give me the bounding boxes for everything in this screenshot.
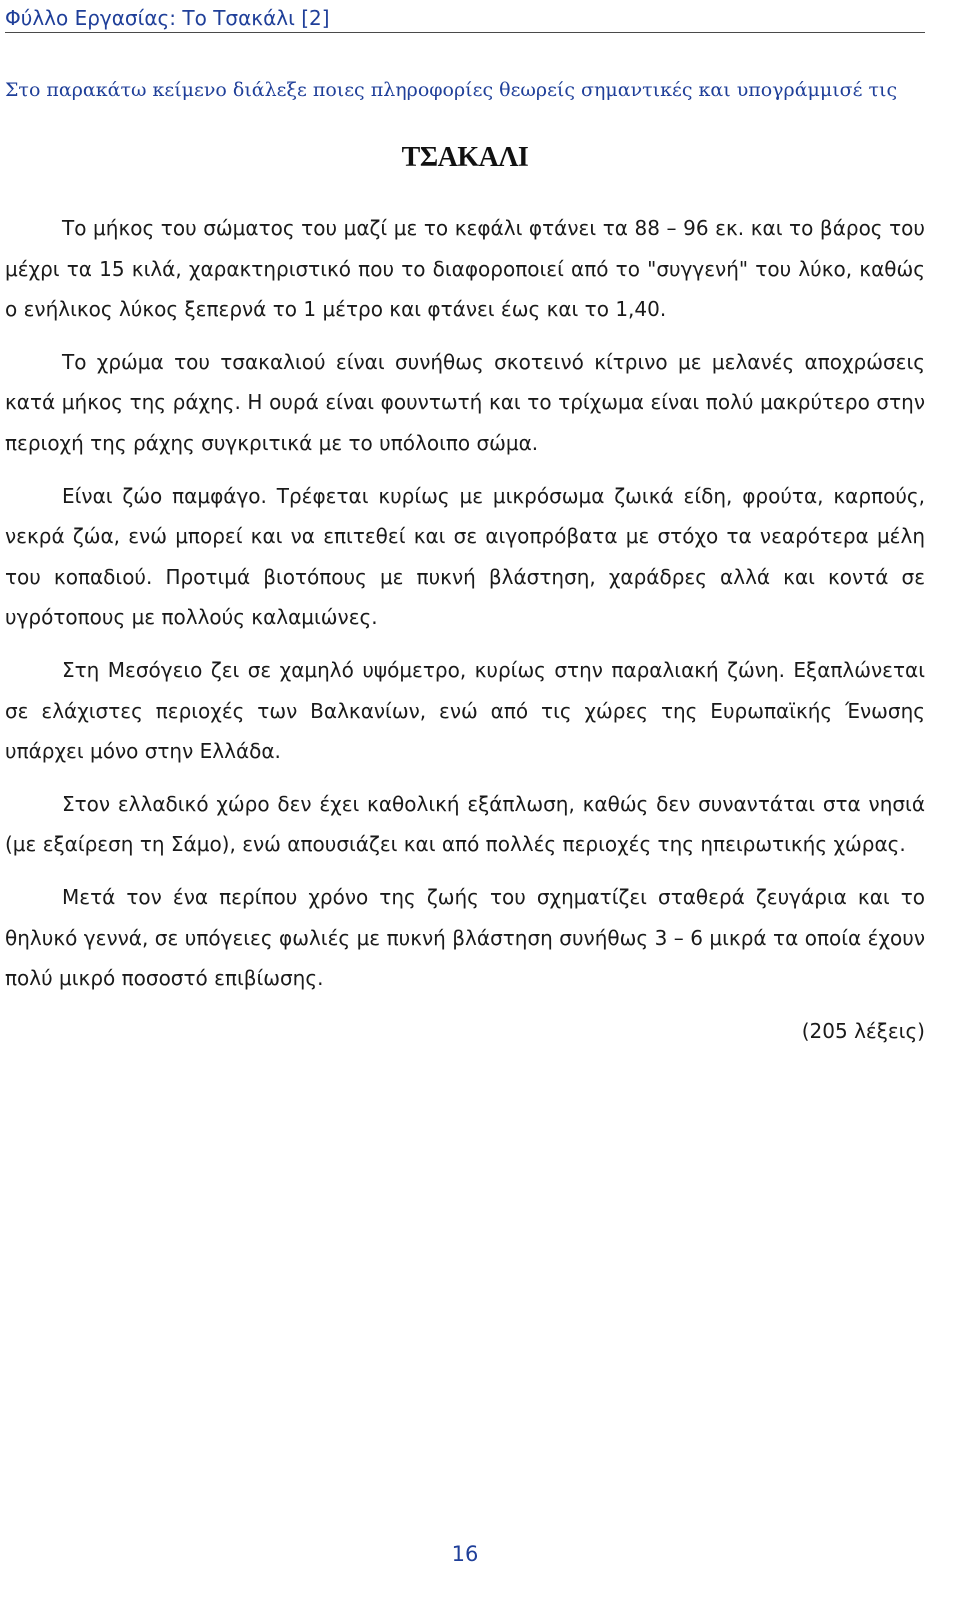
paragraph-size-weight: Το μήκος του σώματος του μαζί με το κεφάλι φτάνει τα 88 – 96 εκ. και το βάρος του μέχρι τα 15 κιλά, χαρακτηριστικό που το διαφοροποιεί από το "συγγενή" του λύκο, καθώς ο ενήλικος λύκος ξεπερνά το 1 μέτρο και φτάνει έως και το 1,40.: [5, 216, 925, 322]
instruction-text: Στο παρακάτω κείμενο διάλεξε ποιες πληροφορίες θεωρείς σημαντικές και υπογράμμισέ τις: [5, 79, 898, 101]
article-body: [5, 208, 925, 1063]
header-divider: [5, 32, 925, 33]
worksheet-title: Φύλλο Εργασίας: Το Τσακάλι [2]: [5, 6, 330, 30]
paragraph-distribution-greece: Στον ελλαδικό χώρο δεν έχει καθολική εξάπλωση, καθώς δεν συναντάται στα νησιά (με εξαίρεση τη Σάμο), ενώ απουσιάζει και από πολλές περιοχές της ηπειρωτικής χώρας.: [5, 791, 925, 857]
word-count: (205 λέξεις): [801, 1018, 925, 1043]
paragraph-diet-habitat: Είναι ζώο παμφάγο. Τρέφεται κυρίως με μικρόσωμα ζωικά είδη, φρούτα, καρπούς, νεκρά ζώα, ενώ μπορεί και να επιτεθεί και σε αιγοπρόβατα με στόχο τα νεαρότερα μέλη του κοπαδιού. Προτιμά βιοτόπους με πυκνή βλάστηση, χαράδρες αλλά και κοντά σε υγρότοπους με πολλούς καλαμιώνες.: [5, 483, 925, 630]
article-title: ΤΣΑΚΑΛΙ: [401, 142, 529, 173]
paragraph-reproduction: Μετά τον ένα περίπου χρόνο της ζωής του σχηματίζει σταθερά ζευγάρια και το θηλυκό γεννά, σε υπόγειες φωλιές με πυκνή βλάστηση συνήθως 3 – 6 μικρά τα οποία έχουν πολύ μικρό ποσοστό επιβίωσης.: [5, 884, 925, 991]
document-page: [5, 0, 925, 1621]
page-number: 16: [451, 1542, 479, 1566]
paragraph-color-fur: Το χρώμα του τσακαλιού είναι συνήθως σκοτεινό κίτρινο με μελανές αποχρώσεις κατά μήκος της ράχης. Η ουρά είναι φουντωτή και το τρίχωμα είναι πολύ μακρύτερο στην περιοχή της ράχης συγκριτικά με το υπόλοιπο σώμα.: [5, 349, 925, 455]
paragraph-distribution-mediterranean: Στη Μεσόγειο ζει σε χαμηλό υψόμετρο, κυρίως στην παραλιακή ζώνη. Εξαπλώνεται σε ελάχιστες περιοχές των Βαλκανίων, ενώ από τις χώρες της Ευρωπαϊκής Ένωσης υπάρχει μόνο στην Ελλάδα.: [5, 657, 925, 764]
